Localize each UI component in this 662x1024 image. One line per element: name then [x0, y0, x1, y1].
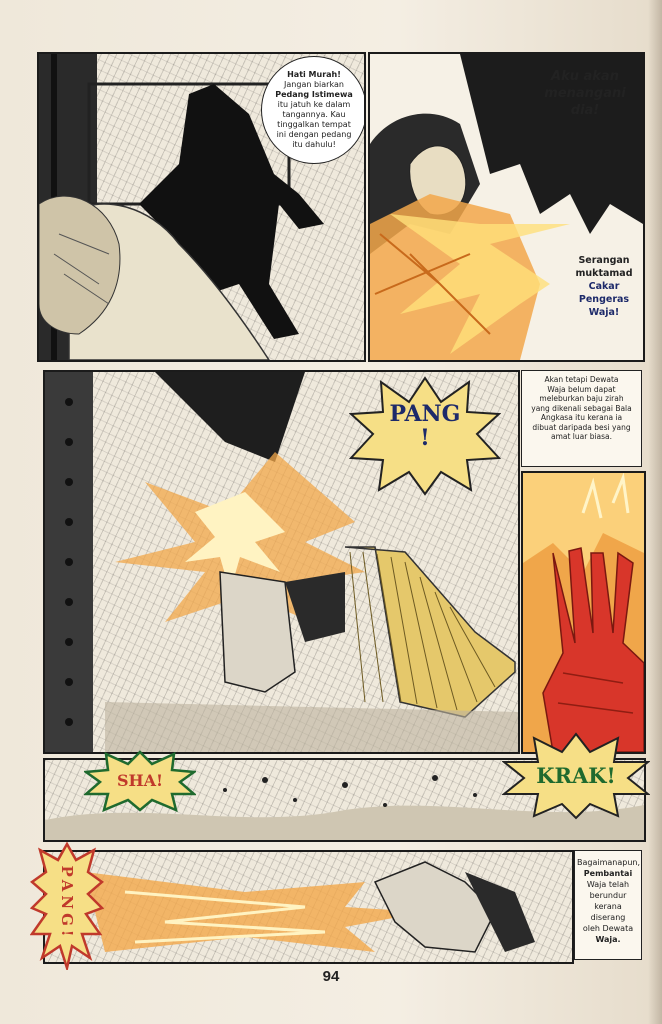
krak-sfx-text: KRAK!	[536, 763, 616, 788]
pang-sfx	[349, 374, 501, 496]
narration-line: muktamad	[575, 268, 633, 279]
sha-sfx-text: SHA!	[116, 771, 164, 790]
bubble-line: Pedang Istimewa	[275, 90, 353, 99]
caption-line: dibuat daripada besi yang	[532, 422, 631, 432]
narration-box	[521, 370, 642, 467]
caption-line: Pembantai	[583, 869, 633, 878]
sfx-line: PANG	[389, 401, 461, 427]
narration-line: Waja!	[588, 307, 620, 318]
shout-line: Aku akan	[551, 69, 619, 84]
bubble-line: ini dengan pedang	[276, 130, 352, 139]
page-number: 94	[322, 968, 340, 985]
sfx-line: !	[420, 425, 430, 451]
bubble-line: itu jatuh ke dalam	[277, 100, 351, 109]
bubble-line: tangannya. Kau	[282, 110, 346, 119]
caption-line: yang dikenali sebagai Bala	[531, 403, 632, 413]
bubble-line: Jangan biarkan	[284, 80, 344, 89]
page-spine-shadow	[648, 0, 662, 1024]
caption-line: oleh Dewata	[582, 924, 634, 933]
caption-line: Waja.	[595, 935, 621, 944]
narration-box	[574, 850, 642, 960]
bubble-line: itu dahulu!	[292, 140, 336, 149]
pang-vertical-sfx	[30, 842, 104, 970]
caption-line: Bagaimanapun,	[577, 858, 641, 867]
pang-sfx-text	[349, 402, 501, 450]
caption-line: Waja telah	[586, 880, 630, 889]
caption-line: meleburkan baju zirah	[539, 394, 624, 403]
panel-1	[37, 52, 366, 362]
panel-3	[43, 370, 520, 754]
panel-7-art	[45, 852, 572, 962]
krak-sfx	[502, 732, 650, 820]
speech-bubble	[261, 56, 366, 164]
shout-line: dia!	[570, 103, 600, 118]
caption-line: berundur	[589, 891, 627, 900]
fiery-hand-art	[523, 473, 644, 752]
panel-7	[43, 850, 574, 964]
caption-line: Akan tetapi Dewata	[544, 375, 619, 384]
panel-5	[521, 471, 646, 754]
shout-text	[530, 68, 640, 119]
caption-line: amat luar biasa.	[550, 432, 613, 441]
bubble-line: Hati Murah!	[287, 70, 341, 79]
pang-vertical-sfx-text: PANG!	[58, 865, 76, 941]
shout-line: menangani	[544, 86, 626, 101]
caption-line: Angkasa itu kerana ia	[540, 413, 623, 422]
sha-sfx	[84, 750, 196, 812]
bubble-line: tinggalkan tempat	[277, 120, 351, 129]
panel-2	[368, 52, 645, 362]
narration-line: Pengeras	[578, 294, 630, 305]
caption-line: Waja belum dapat	[547, 384, 616, 394]
caption-line: kerana diserang	[590, 902, 626, 922]
narration-line: Serangan	[578, 255, 630, 266]
narration-line: Cakar	[588, 281, 620, 292]
attack-narration	[566, 254, 642, 319]
